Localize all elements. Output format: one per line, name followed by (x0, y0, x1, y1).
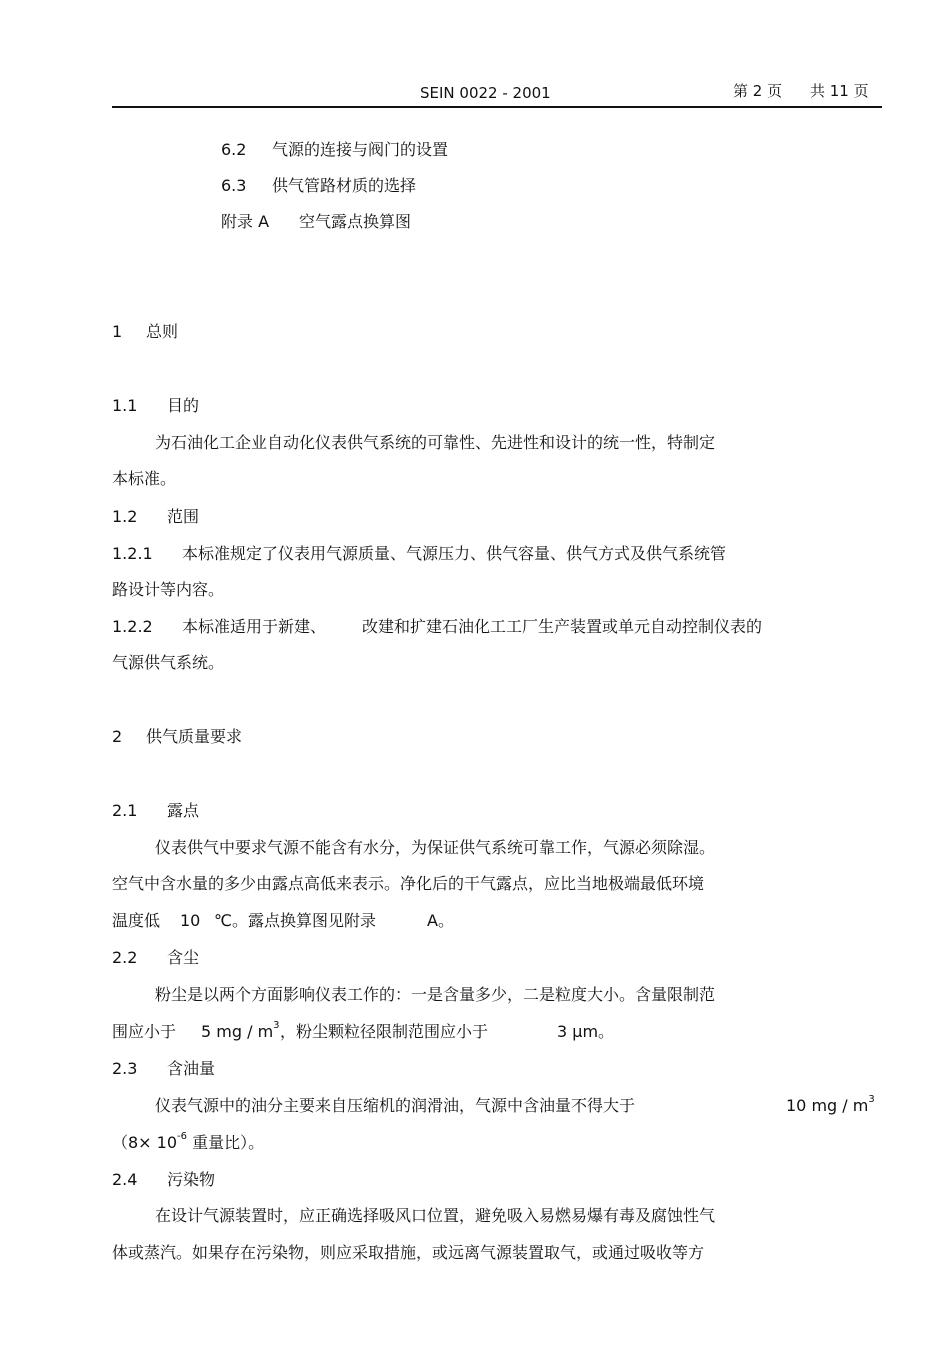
page-number: 第 2 页 (733, 82, 783, 100)
section-heading-2-3 (112, 1059, 216, 1079)
toc-title: 空气露点换算图 (299, 212, 412, 231)
clause-text: 本标准规定了仪表用气源质量、气源压力、供气容量、供气方式及供气系统管 (182, 544, 727, 563)
section-num: 2.2 (112, 948, 138, 967)
section-heading-2 (112, 727, 243, 747)
clause-1-2-2 (112, 617, 763, 637)
section-heading-2-2 (112, 948, 200, 968)
section-num: 2.3 (112, 1059, 138, 1078)
superscript: -6 (177, 1131, 188, 1142)
section-title: 供气质量要求 (146, 727, 243, 746)
toc-item (221, 212, 412, 232)
clause-num: 1.2.1 (112, 544, 153, 563)
standard-code: SEIN 0022 - 2001 (420, 84, 551, 102)
section-title: 目的 (167, 396, 200, 415)
unit-text (786, 1096, 875, 1116)
unit-text (201, 1022, 280, 1042)
section-heading-2-4 (112, 1170, 216, 1190)
section-heading-1-2 (112, 507, 200, 527)
paragraph-line: 仪表气源中的油分主要来自压缩机的润滑油，气源中含油量不得大于 (155, 1096, 636, 1115)
section-num: 1.1 (112, 396, 138, 415)
text-run: ，粉尘颗粒径限制范围应小于 (280, 1022, 489, 1041)
text-run: 围应小于 (112, 1022, 177, 1041)
text-run: 温度低 (112, 911, 161, 930)
paragraph-line (112, 911, 454, 931)
section-title: 总则 (146, 322, 179, 341)
text-run: 10 mg / m (786, 1096, 869, 1115)
paragraph-line (112, 1133, 264, 1153)
clause-num: 1.2.2 (112, 617, 153, 636)
text-run: 10 (180, 911, 201, 930)
paragraph-line: 粉尘是以两个方面影响仪表工作的：一是含量多少，二是粒度大小。含量限制范 (155, 985, 716, 1004)
superscript: 3 (868, 1094, 875, 1105)
clause-1-2-1 (112, 544, 727, 564)
paragraph-line: 气源供气系统。 (112, 653, 225, 672)
toc-title: 气源的连接与阀门的设置 (272, 140, 449, 159)
text-run: 5 mg / m (201, 1022, 274, 1041)
paragraph-line: 为石油化工企业自动化仪表供气系统的可靠性、先进性和设计的统一性，特制定 (155, 433, 716, 452)
clause-text: 本标准适用于新建、 (182, 617, 327, 636)
section-num: 1 (112, 322, 123, 341)
section-heading-1-1 (112, 396, 200, 416)
toc-num: 6.2 (221, 140, 247, 159)
section-title: 露点 (167, 801, 200, 820)
paragraph-line: 本标准。 (112, 469, 177, 488)
section-num: 1.2 (112, 507, 138, 526)
toc-item (221, 140, 449, 160)
text-run: （8× 10 (112, 1133, 178, 1152)
section-num: 2.4 (112, 1170, 138, 1189)
toc-num: 6.3 (221, 176, 247, 195)
paragraph-line: 仪表供气中要求气源不能含有水分，为保证供气系统可靠工作，气源必须除湿。 (155, 838, 716, 857)
toc-num: 附录 A (221, 212, 270, 231)
section-num: 2 (112, 727, 123, 746)
header-rule (112, 106, 882, 108)
section-title: 含油量 (167, 1059, 216, 1078)
section-title: 范围 (167, 507, 200, 526)
paragraph-line: 体或蒸汽。如果存在污染物，则应采取措施，或远离气源装置取气，或通过吸收等方 (112, 1243, 705, 1262)
text-run: 重量比）。 (187, 1133, 265, 1152)
paragraph-line: 路设计等内容。 (112, 580, 225, 599)
toc-item (221, 176, 417, 196)
paragraph-line: 在设计气源装置时，应正确选择吸风口位置，避免吸入易燃易爆有毒及腐蚀性气 (155, 1206, 716, 1225)
section-title: 含尘 (167, 948, 200, 967)
paragraph-line: 空气中含水量的多少由露点高低来表示。净化后的干气露点，应比当地极端最低环境 (112, 874, 705, 893)
section-num: 2.1 (112, 801, 138, 820)
total-pages: 共 11 页 (810, 82, 869, 100)
section-heading-1 (112, 322, 179, 342)
text-run: 3 μm。 (557, 1022, 615, 1041)
superscript: 3 (273, 1020, 280, 1031)
section-title: 污染物 (167, 1170, 216, 1189)
paragraph-line (112, 1020, 615, 1042)
clause-text: 改建和扩建石油化工工厂生产装置或单元自动控制仪表的 (362, 617, 763, 636)
section-heading-2-1 (112, 801, 200, 821)
toc-title: 供气管路材质的选择 (272, 176, 417, 195)
text-run: ℃。露点换算图见附录 (214, 911, 376, 930)
text-run: A。 (427, 911, 454, 930)
